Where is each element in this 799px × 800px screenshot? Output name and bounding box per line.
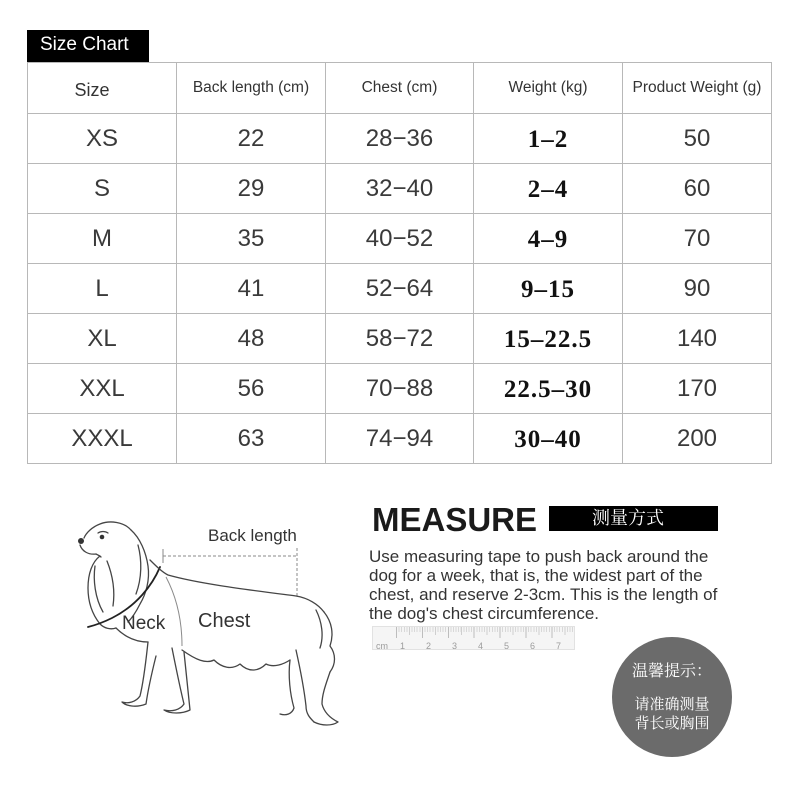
dog-belly-fringe (182, 650, 290, 670)
product-weight-cell: 140 (623, 314, 772, 364)
instruction-line: chest, and reserve 2-3cm. This is the length of (369, 585, 718, 604)
tip-line: 背长或胸围 (634, 715, 710, 732)
ruler-icon (372, 626, 575, 650)
back-length-cell: 29 (177, 164, 326, 214)
size-cell: XXXL (28, 414, 177, 464)
tip-title: 温馨提示： (631, 663, 712, 680)
ruler-label: 6 (530, 641, 536, 651)
dog-brow (98, 532, 108, 534)
chest-cell: 28−36 (326, 114, 474, 164)
ruler-label: 4 (478, 641, 484, 651)
column-header-chest: Chest (cm) (326, 63, 474, 114)
ruler-label: cm (376, 641, 388, 651)
tip-badge (612, 637, 732, 757)
size-cell: M (28, 214, 177, 264)
ruler-label: 7 (556, 641, 562, 651)
chest-cell: 40−52 (326, 214, 474, 264)
ruler-label: 1 (400, 641, 406, 651)
back-length-label: Back length (208, 526, 297, 545)
chest-cell: 52−64 (326, 264, 474, 314)
table-row (28, 164, 772, 214)
dog-head (78, 522, 131, 557)
size-chart-label: Size Chart (27, 30, 149, 62)
ruler-label: 5 (504, 641, 510, 651)
product-weight-cell: 60 (623, 164, 772, 214)
weight-cell: 22.5–30 (474, 364, 623, 414)
back-length-cell: 22 (177, 114, 326, 164)
dog-far-ear-fur (136, 545, 141, 594)
back-length-cell: 48 (177, 314, 326, 364)
chest-cell: 58−72 (326, 314, 474, 364)
dog-hind-leg (314, 672, 338, 725)
weight-cell: 15–22.5 (474, 314, 623, 364)
back-length-cell: 56 (177, 364, 326, 414)
instruction-line: the dog's chest circumference. (369, 604, 600, 623)
measure-title-cn: 测量方式 (549, 506, 718, 531)
back-length-cell: 63 (177, 414, 326, 464)
chest-girth-line (166, 577, 182, 646)
product-weight-cell: 50 (623, 114, 772, 164)
product-weight-cell: 200 (623, 414, 772, 464)
instruction-line: Use measuring tape to push back around the (369, 547, 709, 566)
product-weight-cell: 70 (623, 214, 772, 264)
chest-label: Chest (198, 610, 251, 632)
weight-cell: 2–4 (474, 164, 623, 214)
weight-cell: 4–9 (474, 214, 623, 264)
weight-cell: 30–40 (474, 414, 623, 464)
size-cell: XS (28, 114, 177, 164)
table-row (28, 314, 772, 364)
dog-legs (122, 642, 338, 725)
dog-back (150, 560, 324, 612)
chest-cell: 70−88 (326, 364, 474, 414)
dog-hind-leg (280, 660, 294, 715)
dog-muzzle (80, 545, 101, 557)
dog-nose (78, 538, 84, 544)
dog-front-leg (122, 642, 156, 706)
column-header-product-weight: Product Weight (g) (623, 63, 772, 114)
dog-forehead (84, 522, 131, 538)
ruler-label: 3 (452, 641, 458, 651)
column-header-size: Size (28, 63, 177, 114)
dog-rump-fur (316, 610, 322, 648)
tip-line: 请准确测量 (634, 696, 710, 713)
table-row (28, 364, 772, 414)
dog-eye (100, 535, 105, 540)
table-row (28, 264, 772, 314)
back-length-guide (163, 548, 297, 597)
dog-front-leg (164, 648, 190, 713)
column-header-weight: Weight (kg) (474, 63, 623, 114)
ruler-label: 2 (426, 641, 432, 651)
dog-hind-leg (296, 650, 314, 722)
dog-near-ear-fur (94, 566, 103, 612)
table-header-row (28, 63, 772, 114)
table-row (28, 114, 772, 164)
size-cell: L (28, 264, 177, 314)
instruction-line: dog for a week, that is, the widest part of the (369, 566, 703, 585)
neck-label: Neck (122, 613, 166, 634)
size-cell: XXL (28, 364, 177, 414)
product-weight-cell: 90 (623, 264, 772, 314)
dog-far-ear (128, 530, 149, 622)
chest-cell: 74−94 (326, 414, 474, 464)
measure-title: MEASURE (372, 501, 538, 538)
dog-near-ear-fur (107, 561, 114, 606)
chest-cell: 32−40 (326, 164, 474, 214)
weight-cell: 9–15 (474, 264, 623, 314)
weight-cell: 1–2 (474, 114, 623, 164)
table-row (28, 214, 772, 264)
size-chart-table (27, 62, 772, 464)
measure-instructions (369, 547, 729, 623)
table-row (28, 414, 772, 464)
column-header-back-length: Back length (cm) (177, 63, 326, 114)
back-length-cell: 35 (177, 214, 326, 264)
back-length-cell: 41 (177, 264, 326, 314)
size-cell: XL (28, 314, 177, 364)
size-cell: S (28, 164, 177, 214)
product-weight-cell: 170 (623, 364, 772, 414)
dog-tail-feather (324, 612, 335, 672)
